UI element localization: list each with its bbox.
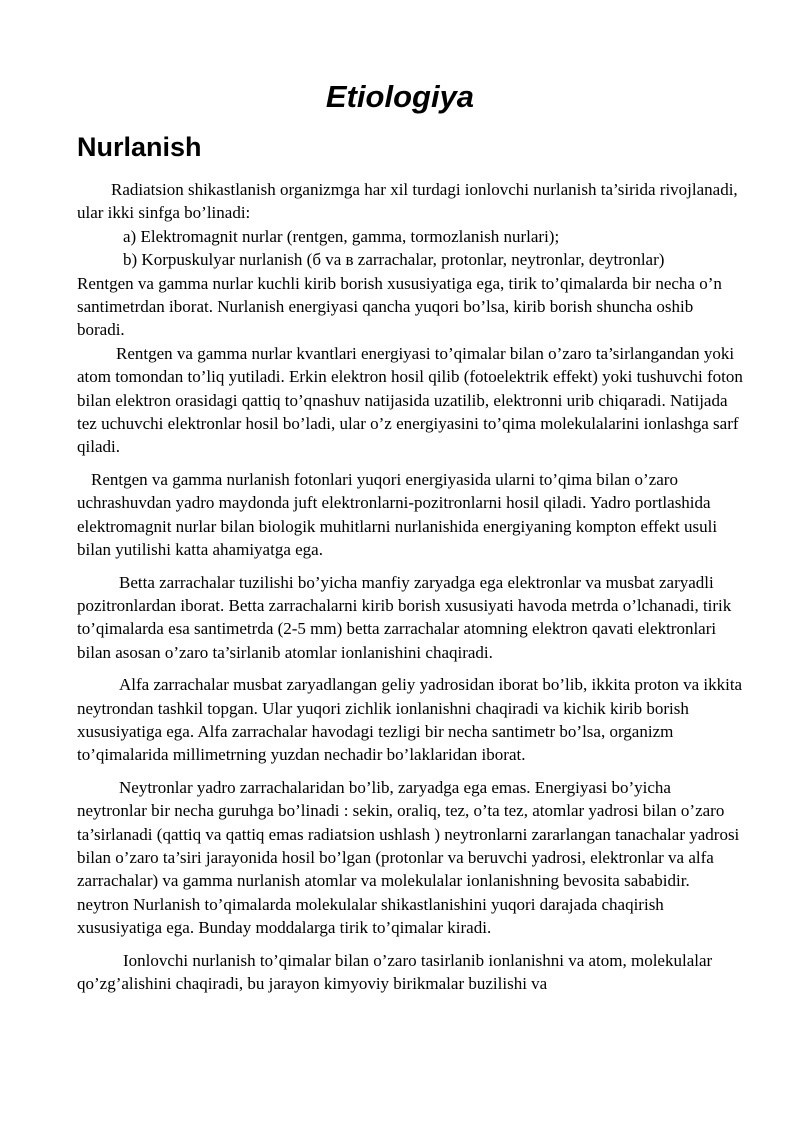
paragraph: Ionlovchi nurlanish to’qimalar bilan o’zaro tasirlanib ionlanishni va atom, molekulalar qo’zg’alishini chaqiradi, bu jarayon kimyoviy birikmalar buzilishi va — [77, 950, 713, 993]
paragraph: Neytronlar yadro zarrachalaridan bo’lib, zaryadga ega emas. Energiyasi bo’yicha neytronlar bir necha guruhga bo’linadi : sekin, oraliq, tez, o’ta tez, atomlar yadrosi bilan o’zaro ta’sirlanadi (qattiq va qattiq emas radiatsion ushlash ) neytronlarni zararlangan tanachalar yadrosi bilan o’zaro ta’siri jarayonida hosil bo’lgan (protonlar va beruvchi yadrosi, elektronlar va alfa zarrachalar) va gamma nurlanish atomlar va molekulalar ionlanishning bevosita sababidir. neytron Nurlanish to’qimalarda molekulalar shikastlanishini yuqori darajada chaqirish xususiyatiga ega. Bunday moddalarga tirik to’qimalar kiradi. — [77, 777, 740, 938]
section-heading: Nurlanish — [77, 132, 202, 162]
paragraph: Rentgen va gamma nurlar kvantlari energiyasi to’qimalar bilan o’zaro ta’sirlangandan yoki atom tomondan to’liq yutiladi. Erkin elektron hosil qilib (fotoelektrik effekt) yoki tushuvchi foton bilan elektron orasidagi qattiq to’qnashuv natijasida uzatilib, elektronni urib chiqaradi. Natijada tez uchuvchi elektronlar hosil bo’ladi, ular o’z energiyasini to’qima molekulalarini ionlashga sarf qiladi. — [77, 343, 743, 457]
paragraph: Rentgen va gamma nurlanish fotonlari yuqori energiyasida ularni to’qima bilan o’zaro uchrashuvdan yadro maydonda juft elektronlarni-pozitronlarni hosil qiladi. Yadro portlashida elektromagnit nurlar bilan biologik muhitlarni nurlanishida energiyaning kompton effekt usuli bilan yutilishi katta ahamiyatga ega. — [77, 469, 718, 560]
paragraph: Rentgen va gamma nurlar kuchli kirib borish xususiyatiga ega, tirik to’qimalarda bir necha o’n santimetrdan iborat. Nurlanish energiyasi qancha yuqori bo’lsa, kirib borish shuncha oshib boradi. — [77, 273, 722, 340]
list-item: b) Korpuskulyar nurlanish (б va в zarrachalar, protonlar, neytronlar, deytronlar) — [123, 250, 665, 270]
paragraph: Radiatsion shikastlanish organizmga har xil turdagi ionlovchi nurlanish ta’sirida rivojlanadi, ular ikki sinfga bo’linadi: — [77, 180, 738, 223]
page-title: Etiologiya — [325, 79, 475, 114]
list-item: a) Elektromagnit nurlar (rentgen, gamma, tormozlanish nurlari); — [123, 226, 560, 246]
document-body — [77, 178, 743, 995]
paragraph: Alfa zarrachalar musbat zaryadlangan geliy yadrosidan iborat bo’lib, ikkita proton va ikkita neytrondan tashkil topgan. Ular yuqori zichlik ionlanishni chaqiradi va kichik kirib borish xususiyatiga ega. Alfa zarrachalar havodagi tezligi bir necha santimetr bo’lsa, organizm to’qimalarida millimetrning yuzdan nechadir bo’laklaridan iborat. — [77, 675, 743, 765]
paragraph: Betta zarrachalar tuzilishi bo’yicha manfiy zaryadga ega elektronlar va musbat zaryadli pozitronlardan iborat. Betta zarrachalarni kirib borish xususiyati havoda metrda o’lchanadi, tirik to’qimalarda esa santimetrda (2-5 mm) betta zarrachalar atomning elektron qavati elektronlari bilan asosan o’zaro ta’sirlanib atomlar ionlanishini chaqiradi. — [77, 572, 732, 662]
